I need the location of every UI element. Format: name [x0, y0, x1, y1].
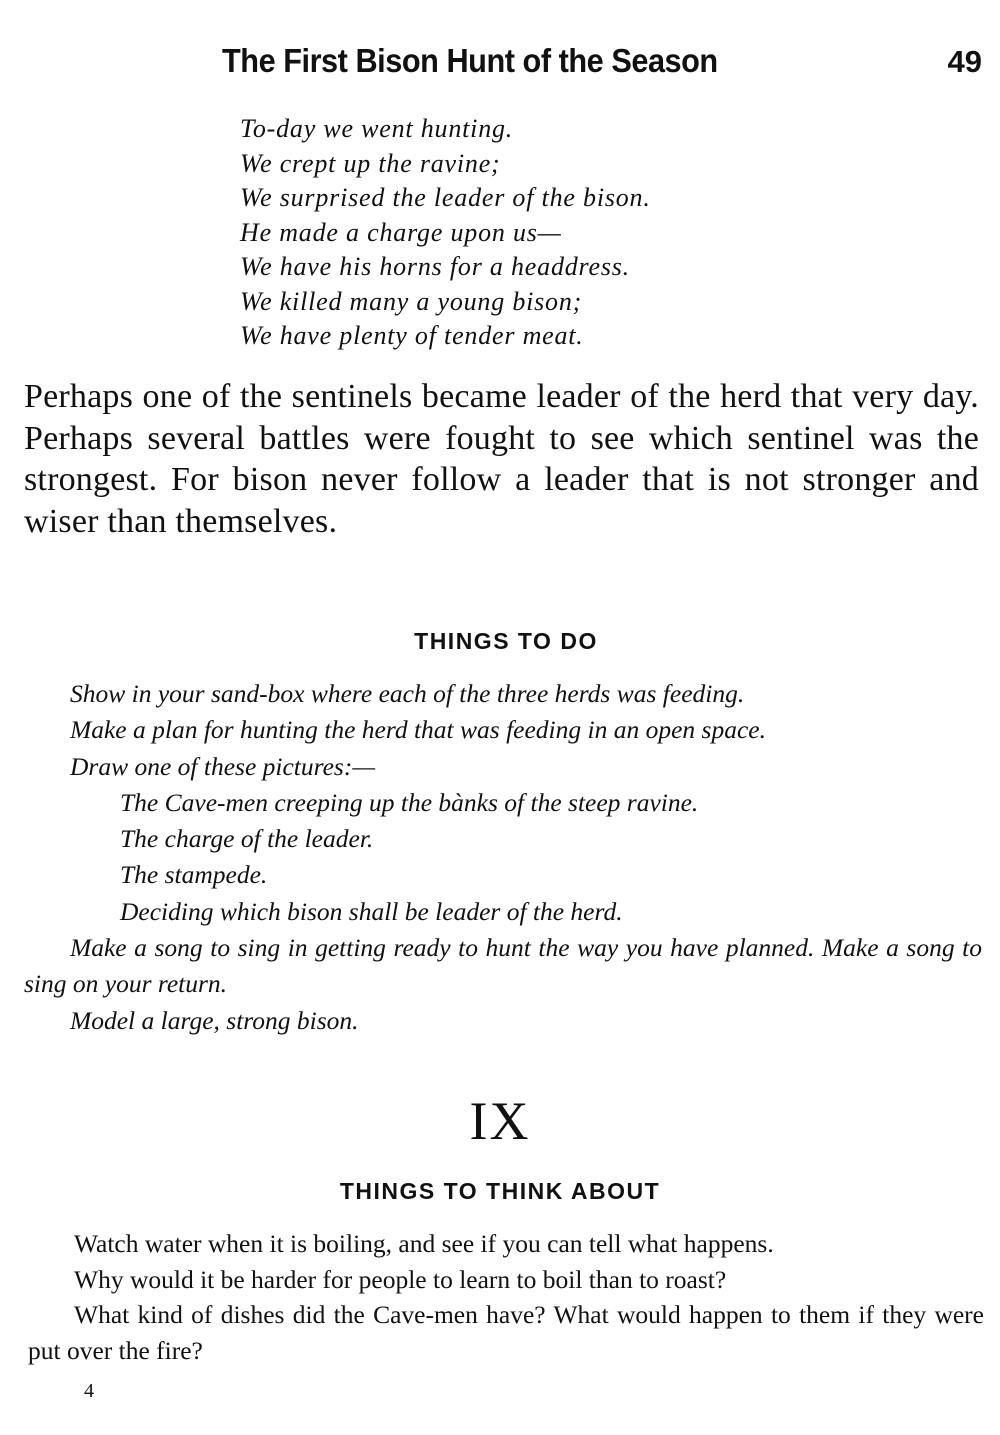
poem-line: We crept up the ravine; [240, 148, 501, 178]
poem-line: We have his horns for a headdress. [240, 252, 630, 281]
picture-item: The charge of the leader. [120, 824, 374, 854]
things-to-think-about-heading: THINGS TO THINK ABOUT [339, 1178, 661, 1204]
things-to-do-list [24, 676, 982, 1039]
todo-item: Show in your sand-box where each of the three herds was feeding. [70, 679, 745, 708]
picture-item: Deciding which bison shall be leader of the herd. [120, 896, 623, 926]
todo-item: Make a plan for hunting the herd that was feeding in an open space. [70, 715, 766, 745]
todo-item-model: Model a large, strong bison. [70, 1005, 359, 1035]
think-item: Watch water when it is boiling, and see if you can tell what happens. [74, 1229, 774, 1258]
running-header-title: The First Bison Hunt of the Season [222, 42, 718, 79]
things-to-do-heading: THINGS TO DO [414, 628, 598, 654]
think-item: Why would it be harder for people to learn to boil than to roast? [74, 1264, 727, 1294]
chapter-number: IX [469, 1091, 531, 1151]
page-number: 49 [947, 44, 982, 79]
poem-line: We have plenty of tender meat. [240, 321, 584, 350]
things-to-think-about-list [28, 1226, 984, 1368]
poem-line: He made a charge upon us— [240, 217, 562, 247]
think-item: What kind of dishes did the Cave-men have? What would happen to them if they were put over the fire? [28, 1300, 984, 1365]
hunting-poem [240, 112, 840, 354]
todo-item-song: Make a song to sing in getting ready to hunt the way you have planned. Make a song to sing on your return. [24, 933, 982, 999]
poem-line: We surprised the leader of the bison. [240, 183, 651, 212]
poem-line: To-day we went hunting. [240, 114, 514, 143]
signature-mark: 4 [84, 1380, 94, 1402]
picture-item: The stampede. [120, 860, 268, 890]
poem-line: We killed many a young bison; [240, 286, 583, 316]
todo-item: Draw one of these pictures:— [70, 751, 376, 781]
body-paragraph: Perhaps one of the sentinels became leader of the herd that very day. Perhaps several battles were fought to see which sentinel was the strongest. For bison never follow a leader that is not stronger and wiser than themselves. [24, 378, 979, 540]
picture-item: The Cave-men creeping up the bànks of the steep ravine. [120, 787, 699, 817]
